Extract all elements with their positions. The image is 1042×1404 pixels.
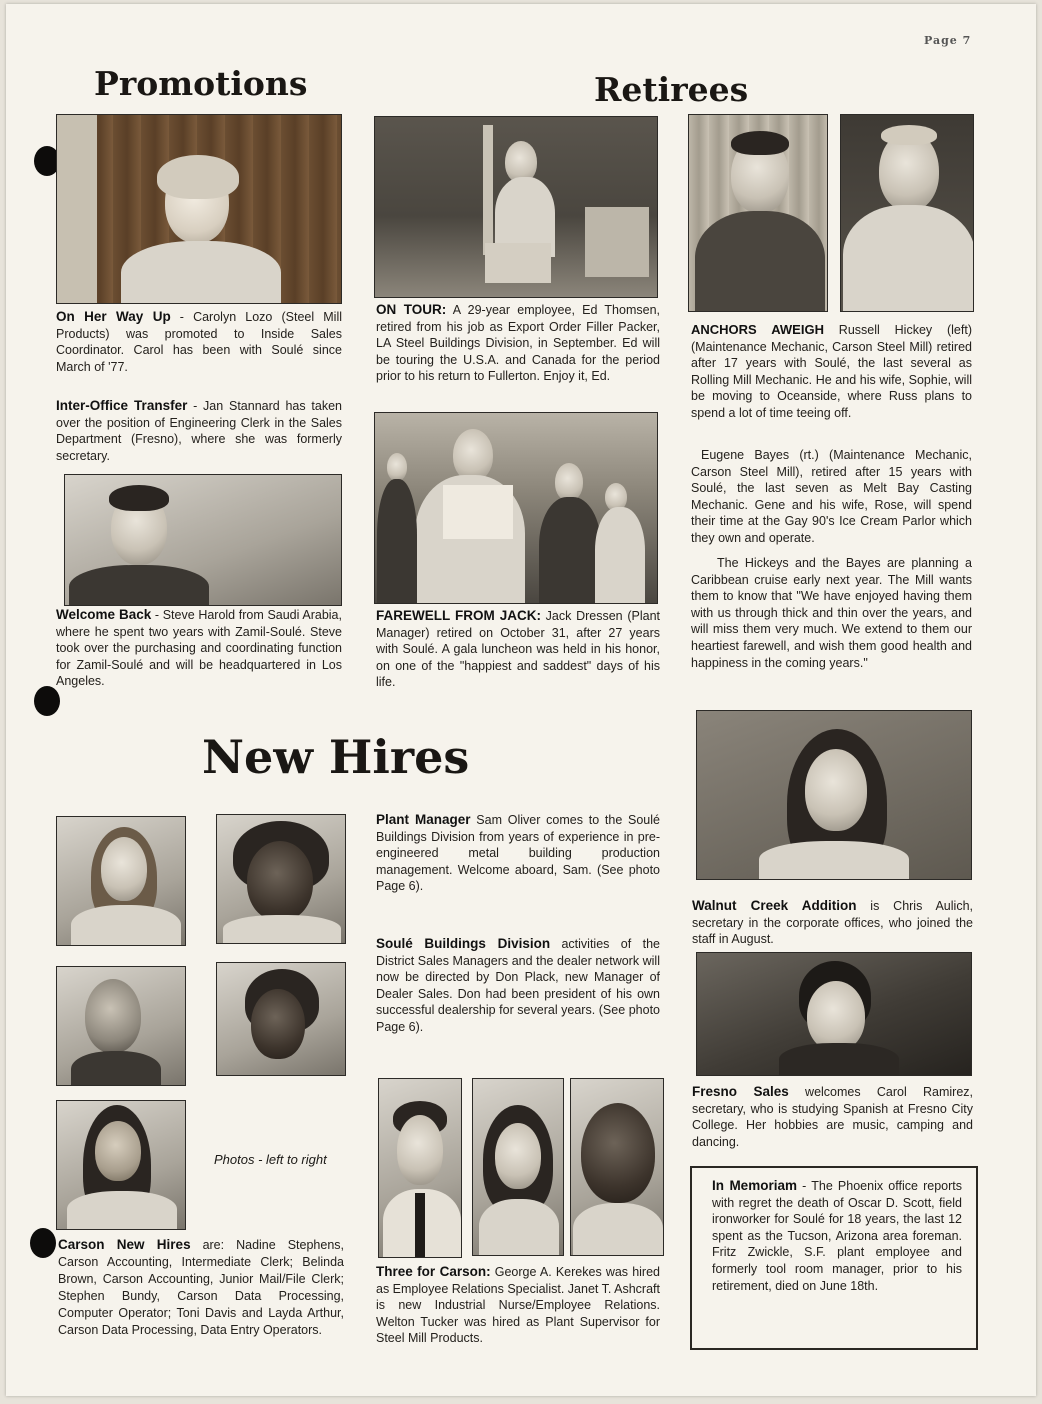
caption-on-tour: ON TOUR: A 29-year employee, Ed Thomsen, retired from his job as Export Order Filler Packer, LA Steel Buildings Division, in September. Ed will be touring the U.S.A. and Canada for the period prior to his return to Fullerton. Enjoy it, Ed. <box>376 302 660 384</box>
caption-inter-office-transfer: Inter-Office Transfer - Jan Stannard has taken over the position of Engineering Clerk in the Sales Department (Fresno), where she was formerly secretary. <box>56 398 342 463</box>
photo-eugene-bayes <box>840 114 974 312</box>
photo-janet-ashcraft <box>472 1078 564 1256</box>
photos-left-to-right-caption: Photos - left to right <box>214 1152 327 1167</box>
binder-hole <box>30 1228 56 1258</box>
photo-carol-ramirez <box>696 952 972 1076</box>
text-plant-manager: Plant Manager Sam Oliver comes to the Soulé Buildings Division from years of experience in pre-engineered metal building production management. Welcome aboard, Sam. (See photo Page 6). <box>376 812 660 894</box>
caption-on-her-way-up: On Her Way Up - Carolyn Lozo (Steel Mill Products) was promoted to Inside Sales Coordinator. Carol has been with Soulé since March of '77. <box>56 309 342 374</box>
photo-carson-hire-3 <box>56 966 186 1086</box>
caption-welcome-back: Welcome Back - Steve Harold from Saudi Arabia, where he spent two years with Zamil-Soulé. Steve took over the purchasing and coordinating function for Zamil-Soulé and will be headquartered in Los Angeles. <box>56 607 342 689</box>
caption-farewell-from-jack: FAREWELL FROM JACK: Jack Dressen (Plant Manager) retired on October 31, after 27 years with Soulé. A gala luncheon was held in his honor, on one of the "happiest and saddest" days of his life. <box>376 608 660 690</box>
text-eugene-bayes: Eugene Bayes (rt.) (Maintenance Mechanic, Carson Steel Mill), retired after 15 years with Soulé, the last seven as Melt Bay Casting Mechanic. Gene and his wife, Rose, will spend their time at the Gay 90's Ice Cream Parlor which they own and operate. <box>691 448 972 545</box>
photo-welton-tucker <box>570 1078 664 1256</box>
text-in-memoriam: In Memoriam - The Phoenix office reports with regret the death of Oscar D. Scott, field ironworker for Soulé for 18 years, the last 12 spent as the Tucson, Arizona area foreman. Fritz Zwickle, S.F. plant employee and formerly tool room manager, prior to his retirement, died on June 18th. <box>712 1178 962 1293</box>
photo-carson-hire-4 <box>216 962 346 1076</box>
photo-george-kerekes <box>378 1078 462 1258</box>
photo-carson-hire-1 <box>56 816 186 946</box>
photo-carson-hire-5 <box>56 1100 186 1230</box>
photo-jack-dressen-farewell <box>374 412 658 604</box>
caption-walnut-creek-addition: Walnut Creek Addition is Chris Aulich, secretary in the corporate offices, who joined the staff in August. <box>692 898 973 947</box>
photo-ed-thomsen <box>374 116 658 298</box>
text-soule-buildings-division: Soulé Buildings Division activities of the District Sales Managers and the dealer network will now be directed by Don Plack, new Manager of Dealer Sales. Don had been president of his own successful dealership for several years. (See photo Page 6). <box>376 936 660 1034</box>
new-hires-heading: New Hires <box>202 730 470 784</box>
retirees-heading: Retirees <box>594 70 749 109</box>
photo-carson-hire-2 <box>216 814 346 944</box>
caption-carson-new-hires: Carson New Hires are: Nadine Stephens, Carson Accounting, Intermediate Clerk; Belinda Brown, Carson Accounting, Junior Mail/File Clerk; Stephen Bundy, Carson Data Processing, Computer Operator; Toni Davis and Layda Arthur, Carson Data Processing, Data Entry Operators. <box>58 1237 344 1337</box>
photo-carolyn-lozo <box>56 114 342 304</box>
in-memoriam-box <box>690 1166 978 1350</box>
page-number: Page 7 <box>924 34 972 47</box>
caption-fresno-sales: Fresno Sales welcomes Carol Ramirez, secretary, who is studying Spanish at Fresno City College. Her hobbies are music, camping and dancing. <box>692 1084 973 1149</box>
newsletter-page <box>6 4 1036 1396</box>
photo-steve-harold <box>64 474 342 606</box>
photo-russell-hickey <box>688 114 828 312</box>
text-caribbean-cruise: The Hickeys and the Bayes are planning a Caribbean cruise early next year. The Mill wants them to know that "We have enjoyed having them with us through thick and thin over the years, and will miss them very much. We extend to them our heartiest farewell, and wish them good health and happiness in the coming years." <box>691 556 972 670</box>
caption-three-for-carson: Three for Carson: George A. Kerekes was hired as Employee Relations Specialist. Janet T. Ashcraft is new Industrial Nurse/Employee Relations. Welton Tucker was hired as Plant Supervisor for Steel Mill Products. <box>376 1264 660 1346</box>
promotions-heading: Promotions <box>94 64 308 103</box>
binder-hole <box>34 686 60 716</box>
photo-chris-aulich <box>696 710 972 880</box>
caption-anchors-aweigh: ANCHORS AWEIGH Russell Hickey (left) (Maintenance Mechanic, Carson Steel Mill) retired after 17 years with Soulé, the last several as Rolling Mill Mechanic. He and his wife, Sophie, will be moving to Oceanside, where Russ plans to spend a lot of time teeing off. <box>691 322 972 420</box>
